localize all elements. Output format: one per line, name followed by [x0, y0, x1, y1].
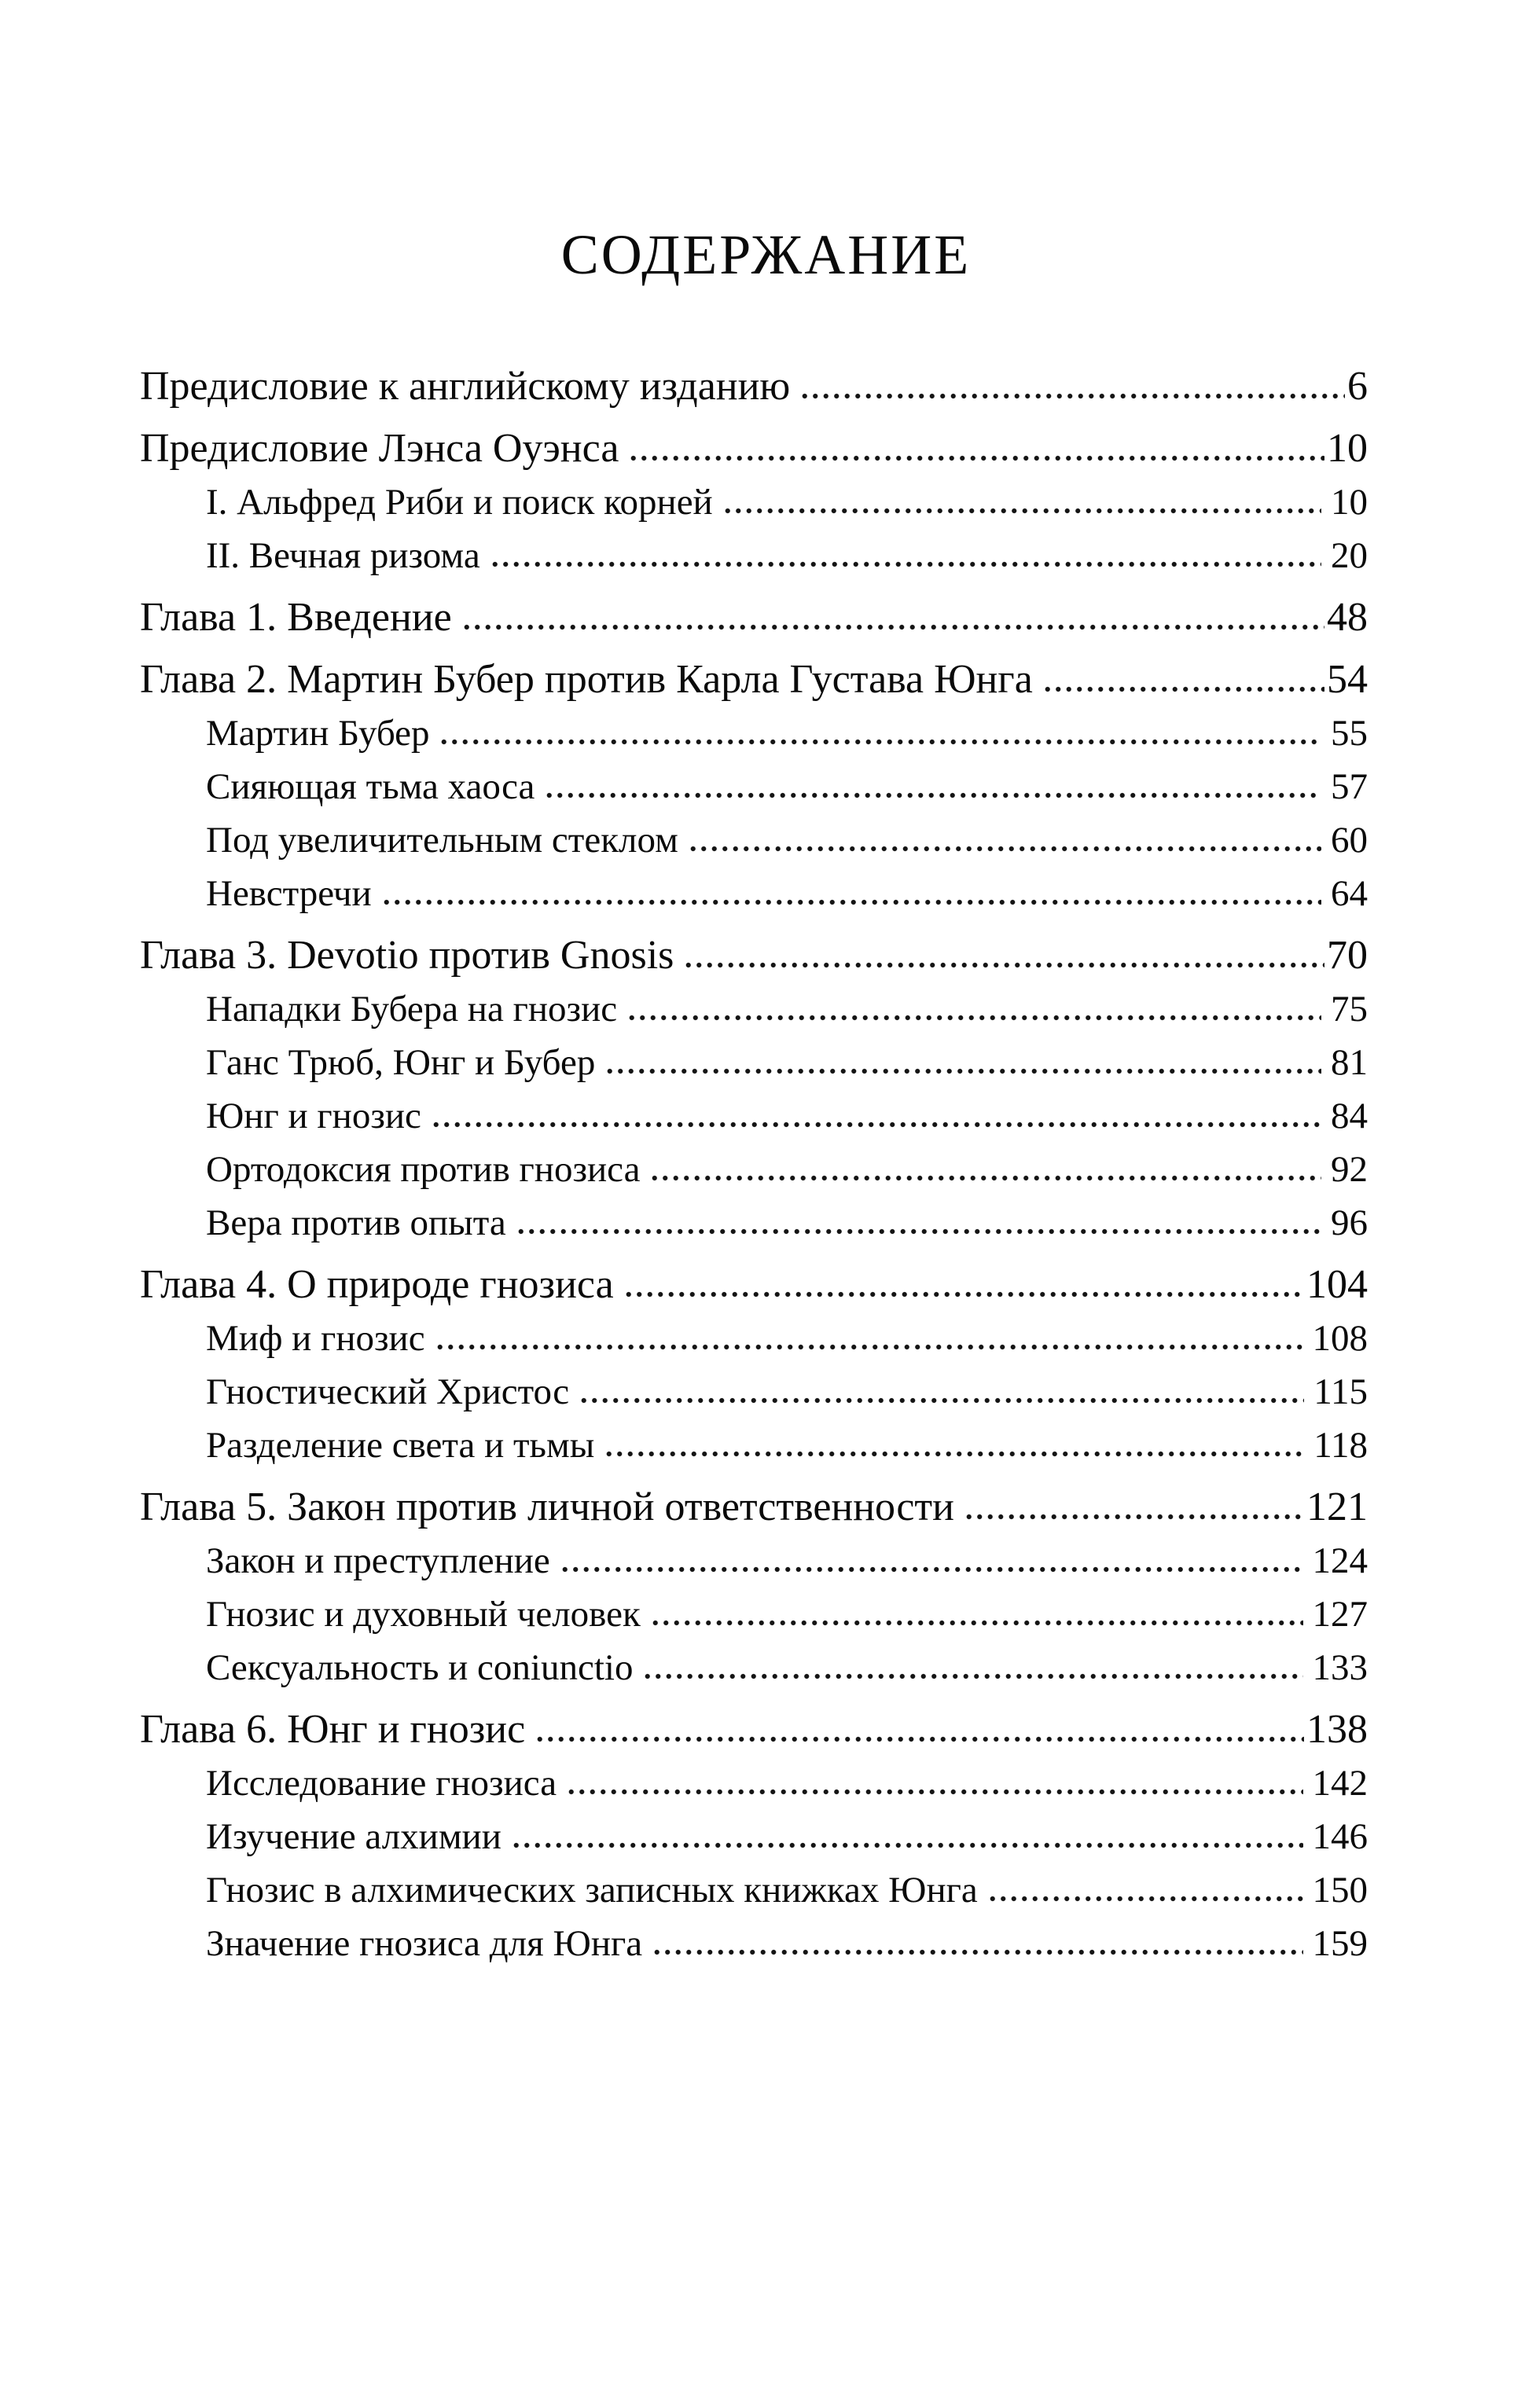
toc-entry-label: Значение гнозиса для Юнга [206, 1923, 643, 1964]
toc-entry-label: Гнозис в алхимических записных книжках Юнга [206, 1870, 978, 1911]
dot-leader [431, 1121, 1321, 1128]
dot-leader [642, 1673, 1302, 1679]
toc-entry-label: Исследование гнозиса [206, 1763, 557, 1804]
toc-entry-label: Изучение алхимии [206, 1816, 501, 1857]
toc-entry [140, 867, 1368, 920]
dot-leader [799, 393, 1345, 399]
toc-entry-page-number: 81 [1331, 1042, 1368, 1083]
toc-entry [140, 929, 1368, 982]
toc-entry [140, 1756, 1368, 1810]
toc-entry [140, 1917, 1368, 1970]
dot-leader [604, 1068, 1321, 1074]
toc-entry-page-number: 6 [1347, 364, 1368, 409]
toc-entry [140, 707, 1368, 760]
toc-entry [140, 1036, 1368, 1089]
toc-entry [140, 813, 1368, 867]
toc-entry-label: Разделение света и тьмы [206, 1425, 595, 1466]
dot-leader [1042, 686, 1324, 692]
toc-entry [140, 1365, 1368, 1419]
toc-entry-page-number: 121 [1306, 1485, 1368, 1529]
dot-leader [722, 508, 1321, 514]
toc-entry-page-number: 20 [1331, 535, 1368, 576]
dot-leader [628, 455, 1324, 461]
toc-entry-label: Предисловие Лэнса Оуэнса [140, 426, 619, 471]
toc-entry [140, 1863, 1368, 1917]
toc-entry-label: Мартин Бубер [206, 713, 430, 754]
dot-leader [623, 1291, 1304, 1298]
toc-entry [140, 1481, 1368, 1534]
toc-entry-page-number: 159 [1312, 1923, 1368, 1964]
dot-leader [650, 1620, 1303, 1626]
toc-entry-label: Миф и гнозис [206, 1318, 425, 1359]
toc-entry-label: Глава 5. Закон против личной ответственности [140, 1485, 954, 1529]
toc-entry [140, 1588, 1368, 1641]
dot-leader [435, 1344, 1303, 1350]
toc-entry [140, 475, 1368, 529]
toc-entry-page-number: 10 [1331, 482, 1368, 523]
toc-entry-label: II. Вечная ризома [206, 535, 480, 576]
toc-entry-page-number: 115 [1313, 1371, 1368, 1412]
toc-entry [140, 529, 1368, 582]
toc-entry-page-number: 55 [1331, 713, 1368, 754]
toc-entry-label: Невстречи [206, 873, 372, 914]
dot-leader [490, 561, 1321, 567]
toc-entry-page-number: 142 [1312, 1763, 1368, 1804]
toc-entry-label: Сексуальность и coniunctio [206, 1647, 634, 1688]
dot-leader [516, 1228, 1321, 1235]
toc-entry-label: Предисловие к английскому изданию [140, 364, 791, 409]
toc-entry [140, 360, 1368, 413]
toc-entry-page-number: 138 [1306, 1707, 1368, 1752]
toc-entry-label: Ортодоксия против гнозиса [206, 1149, 641, 1190]
toc-entry-page-number: 57 [1331, 766, 1368, 807]
toc-entry-label: Глава 2. Мартин Бубер против Карла Густава Юнга [140, 657, 1033, 702]
toc-entry-label: Юнг и гнозис [206, 1096, 421, 1136]
toc-entry-label: Гнозис и духовный человек [206, 1594, 641, 1635]
toc-entry-label: Глава 3. Devotio против Gnosis [140, 933, 674, 978]
toc-entry [140, 760, 1368, 813]
toc-entry-label: Глава 1. Введение [140, 595, 452, 640]
toc-entry-label: Глава 6. Юнг и гнозис [140, 1707, 526, 1752]
toc-entry-page-number: 70 [1327, 933, 1368, 978]
toc-entry [140, 982, 1368, 1036]
toc-entry [140, 1312, 1368, 1365]
dot-leader [688, 846, 1321, 852]
dot-leader [987, 1896, 1303, 1902]
toc-entry-page-number: 60 [1331, 820, 1368, 861]
toc-entry [140, 1810, 1368, 1863]
toc-entry-page-number: 133 [1312, 1647, 1368, 1688]
toc-entry [140, 1089, 1368, 1143]
toc-entry [140, 1641, 1368, 1694]
dot-leader [544, 792, 1321, 798]
toc-entry-page-number: 48 [1327, 595, 1368, 640]
toc-entry-label: Ганс Трюб, Юнг и Бубер [206, 1042, 596, 1083]
toc-entry [140, 653, 1368, 707]
toc-entry-label: Вера против опыта [206, 1202, 506, 1243]
page-title: СОДЕРЖАНИЕ [560, 223, 972, 286]
dot-leader [652, 1949, 1302, 1955]
dot-leader [604, 1451, 1304, 1457]
toc-entry-page-number: 150 [1312, 1870, 1368, 1911]
toc-entry-page-number: 96 [1331, 1202, 1368, 1243]
dot-leader [560, 1566, 1303, 1573]
toc-entry-label: Закон и преступление [206, 1540, 550, 1581]
toc-entry-page-number: 64 [1331, 873, 1368, 914]
toc-entry-page-number: 104 [1306, 1262, 1368, 1307]
toc-entry-label: Сияющая тьма хаоса [206, 766, 535, 807]
toc-entry [140, 1258, 1368, 1312]
toc-entry-label: Под увеличительным стеклом [206, 820, 678, 861]
dot-leader [535, 1736, 1304, 1742]
dot-leader [579, 1397, 1304, 1404]
toc-entry [140, 1703, 1368, 1756]
toc-entry-page-number: 54 [1327, 657, 1368, 702]
book-page [0, 223, 1532, 1970]
toc-entry-page-number: 75 [1331, 989, 1368, 1030]
toc-entry-page-number: 92 [1331, 1149, 1368, 1190]
toc-entry-page-number: 146 [1312, 1816, 1368, 1857]
dot-leader [626, 1015, 1321, 1021]
toc-entry-page-number: 127 [1312, 1594, 1368, 1635]
dot-leader [964, 1514, 1304, 1520]
toc-entry-page-number: 124 [1312, 1540, 1368, 1581]
toc-entry-label: I. Альфред Риби и поиск корней [206, 482, 713, 523]
toc-entry [140, 591, 1368, 644]
toc-entry-label: Глава 4. О природе гнозиса [140, 1262, 614, 1307]
dot-leader [511, 1842, 1303, 1848]
dot-leader [461, 624, 1324, 630]
toc-entry-label: Нападки Бубера на гнозис [206, 989, 618, 1030]
toc-entry-page-number: 118 [1313, 1425, 1368, 1466]
toc-entry-page-number: 108 [1312, 1318, 1368, 1359]
dot-leader [381, 899, 1321, 905]
toc-entry [140, 1196, 1368, 1250]
toc-entry-page-number: 10 [1327, 426, 1368, 471]
toc-entry [140, 422, 1368, 475]
toc-list [140, 360, 1368, 1970]
dot-leader [649, 1175, 1321, 1181]
toc-entry-page-number: 84 [1331, 1096, 1368, 1136]
toc-entry-label: Гностический Христос [206, 1371, 570, 1412]
toc-entry [140, 1419, 1368, 1472]
toc-entry [140, 1143, 1368, 1196]
dot-leader [439, 739, 1321, 745]
dot-leader [683, 962, 1324, 968]
dot-leader [566, 1789, 1302, 1795]
toc-entry [140, 1534, 1368, 1588]
